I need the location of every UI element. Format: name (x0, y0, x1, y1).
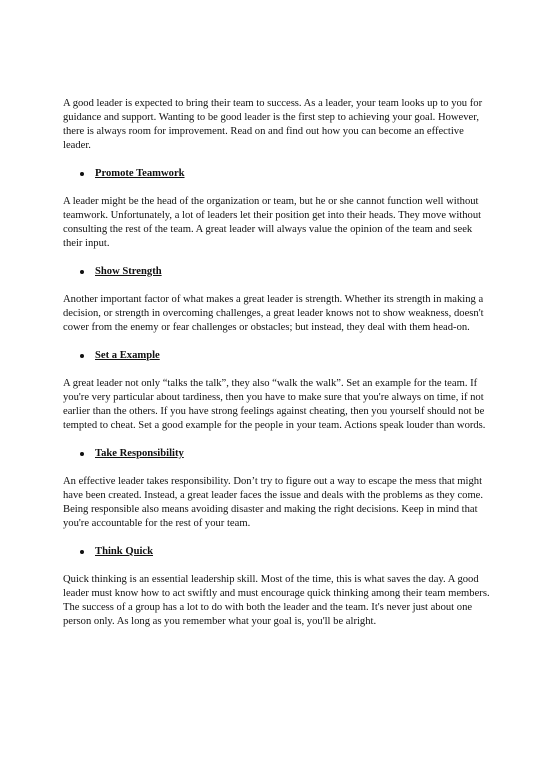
section-heading-take-responsibility: Take Responsibility (95, 448, 184, 459)
bullet-icon (80, 172, 84, 176)
section-heading-row (63, 167, 493, 181)
section-heading-promote-teamwork: Promote Teamwork (95, 168, 185, 179)
bullet-icon (80, 452, 84, 456)
section-heading-row (63, 349, 493, 363)
section-heading-think-quick: Think Quick (95, 546, 154, 557)
section-heading-set-example: Set a Example (95, 350, 160, 361)
document-body (63, 97, 493, 643)
section-body-show-strength: Another important factor of what makes a great leader is strength. Whether its strength in making a decision, or strength in overcoming challenges, a great leader knows not to show weakness, doesn't cower from the enemy or fear challenges or obstacles; but instead, they deal with them head-on. (63, 294, 484, 333)
section-heading-show-strength: Show Strength (95, 266, 162, 277)
intro-paragraph: A good leader is expected to bring their team to success. As a leader, your team looks up to you for guidance and support. Wanting to be good leader is the first step to achieving your goal. However, there is always room for improvement. Read on and find out how you can become an effective leader. (63, 98, 483, 151)
bullet-icon (80, 550, 84, 554)
section-body-set-example: A great leader not only “talks the talk”, they also “walk the walk”. Set an example for the team. If you're very particular about tardiness, then you have to make sure that you're always on time, if not earlier than the others. If you have strong feelings against cheating, then you yourself should not be tempted to cheat. Set a good example for the people in your team. Actions speak louder than words. (63, 378, 486, 431)
section-body-think-quick: Quick thinking is an essential leadership skill. Most of the time, this is what saves the day. A good leader must know how to act swiftly and must encourage quick thinking among their team members. The success of a group has a lot to do with both the leader and the team. It's never just about one person only. As long as you remember what your goal is, you'll be alright. (63, 574, 490, 627)
section-body-take-responsibility: An effective leader takes responsibility. Don’t try to figure out a way to escape the mess that might have been created. Instead, a great leader faces the issue and deals with the problems as they come. Being responsible also means avoiding disaster and making the right decisions. Keep in mind that you're accountable for the rest of your team. (63, 476, 484, 529)
bullet-icon (80, 270, 84, 274)
section-heading-row (63, 545, 493, 559)
section-heading-row (63, 447, 493, 461)
bullet-icon (80, 354, 84, 358)
section-heading-row (63, 265, 493, 279)
section-body-promote-teamwork: A leader might be the head of the organization or team, but he or she cannot function well without teamwork. Unfortunately, a lot of leaders let their position get into their heads. They move without consulting the rest of the team. A great leader will always value the opinion of the team and seek their input. (63, 196, 482, 249)
